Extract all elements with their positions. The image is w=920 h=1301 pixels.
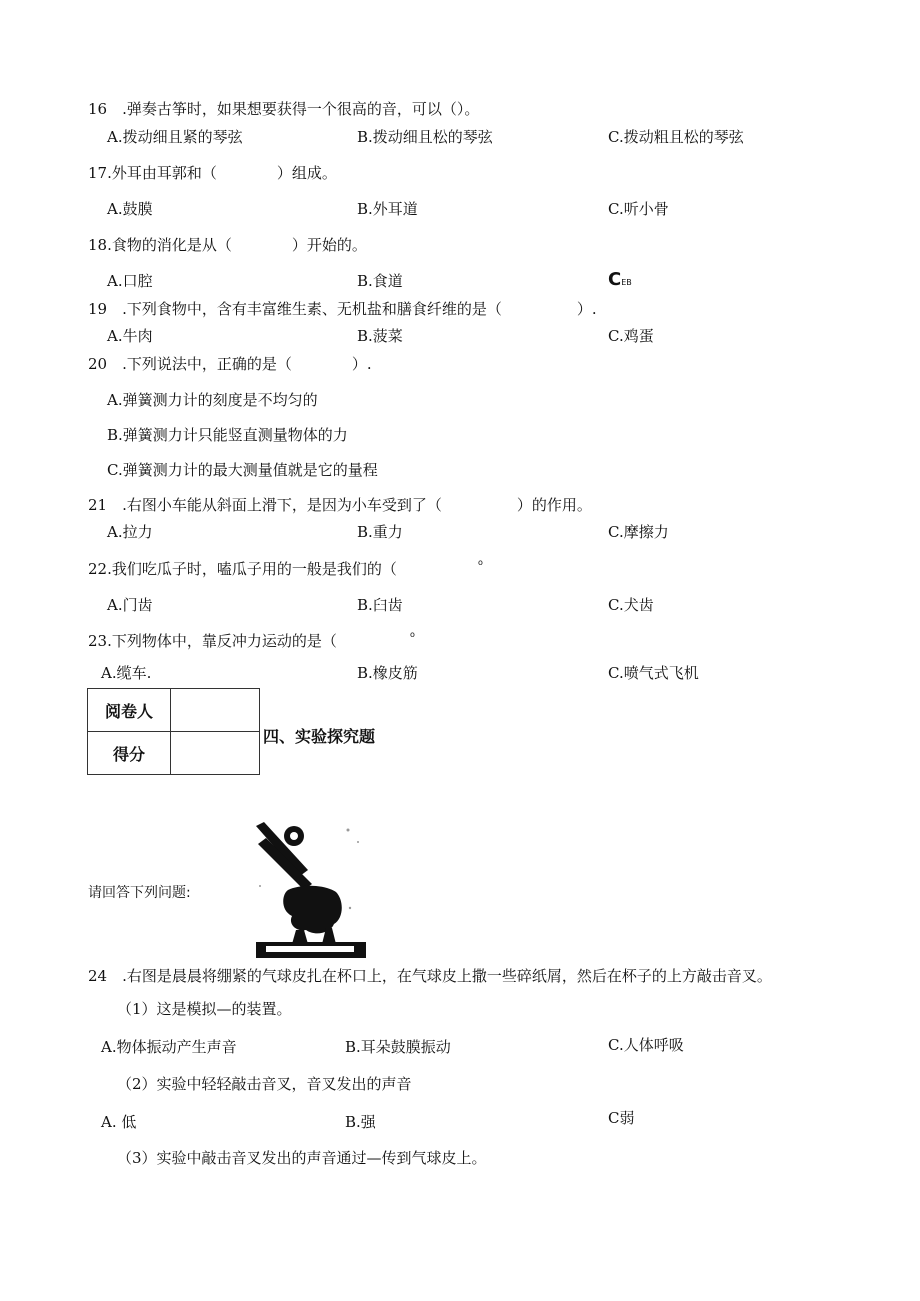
section-title: 四、实验探究题 <box>263 727 376 746</box>
q16-option-a: A.拨动细且紧的琴弦 <box>107 128 243 146</box>
q23-stem: 23.下列物体中，靠反冲力运动的是（ <box>88 632 337 650</box>
q20-option-b: B.弹簧测力计只能竖直测量物体的力 <box>107 426 348 444</box>
q17-option-b: B.外耳道 <box>357 200 418 218</box>
q20-option-a: A.弹簧测力计的刻度是不均匀的 <box>107 391 318 409</box>
score-table <box>87 688 260 775</box>
q23-mark: o <box>410 630 415 639</box>
q24-stem: 24 .右图是晨晨将绷紧的气球皮扎在杯口上，在气球皮上撒一些碎纸屑，然后在杯子的上方敲击音叉。 <box>88 967 772 985</box>
q19-option-c: C.鸡蛋 <box>608 327 654 345</box>
q16-option-c: C.拨动粗且松的琴弦 <box>608 128 744 146</box>
q22-option-a: A.门齿 <box>107 596 153 614</box>
q24-sub2-option-c: C弱 <box>608 1109 635 1127</box>
q24-sub1: （1）这是模拟—的装置。 <box>117 1000 292 1018</box>
q23-option-b: B.橡皮筋 <box>357 664 418 682</box>
q24-sub3: （3）实验中敲击音叉发出的声音通过—传到气球皮上。 <box>117 1149 487 1167</box>
q18-option-c <box>608 269 632 290</box>
q18-option-c-text: EB <box>621 278 632 287</box>
q24-sub2: （2）实验中轻轻敲击音叉，音叉发出的声音 <box>117 1075 412 1093</box>
q22-mark: o <box>478 558 483 567</box>
q19-option-a: A.牛肉 <box>107 327 153 345</box>
q21-stem: 21 .右图小车能从斜面上滑下，是因为小车受到了（ ）的作用。 <box>88 496 592 514</box>
q17-option-a: A.鼓膜 <box>107 200 153 218</box>
q19-option-b: B.菠菜 <box>357 327 403 345</box>
q22-option-b: B.臼齿 <box>357 596 403 614</box>
tuning-fork-cup-illustration <box>252 820 368 965</box>
q23-option-a: A.缆车. <box>101 664 152 682</box>
q24-sub2-option-a: A. 低 <box>101 1113 137 1131</box>
q24-sub1-option-c: C.人体呼吸 <box>608 1036 684 1054</box>
q16-option-b: B.拨动细且松的琴弦 <box>357 128 493 146</box>
grader-label: 阅卷人 <box>88 689 171 732</box>
score-cell <box>171 732 260 775</box>
q23-option-c: C.喷气式飞机 <box>608 664 699 682</box>
q17-stem: 17.外耳由耳郭和（ ）组成。 <box>88 164 337 182</box>
q18-option-b: B.食道 <box>357 272 403 290</box>
q20-option-c: C.弹簧测力计的最大测量值就是它的量程 <box>107 461 378 479</box>
q18-option-a: A.口腔 <box>107 272 153 290</box>
q24-sub1-option-a: A.物体振动产生声音 <box>101 1038 237 1056</box>
q24-sub1-option-b: B.耳朵鼓膜振动 <box>345 1038 451 1056</box>
score-label: 得分 <box>88 732 171 775</box>
q21-option-b: B.重力 <box>357 523 403 541</box>
q24-sub2-option-b: B.强 <box>345 1113 376 1131</box>
q22-stem: 22.我们吃瓜子时，嗑瓜子用的一般是我们的（ <box>88 560 397 578</box>
q18-option-c-letter: C <box>608 269 622 290</box>
q22-option-c: C.犬齿 <box>608 596 654 614</box>
q19-stem: 19 .下列食物中，含有丰富维生素、无机盐和膳食纤维的是（ ）. <box>88 300 597 318</box>
q20-stem: 20 .下列说法中，正确的是（ ）. <box>88 355 372 373</box>
q21-option-c: C.摩擦力 <box>608 523 669 541</box>
q18-stem: 18.食物的消化是从（ ）开始的。 <box>88 236 367 254</box>
grader-cell <box>171 689 260 732</box>
prompt-text: 请回答下列问题: <box>88 885 191 901</box>
q21-option-a: A.拉力 <box>107 523 153 541</box>
q17-option-c: C.听小骨 <box>608 200 669 218</box>
q16-stem: 16 .弹奏古筝时，如果想要获得一个很高的音，可以（）。 <box>88 100 480 118</box>
